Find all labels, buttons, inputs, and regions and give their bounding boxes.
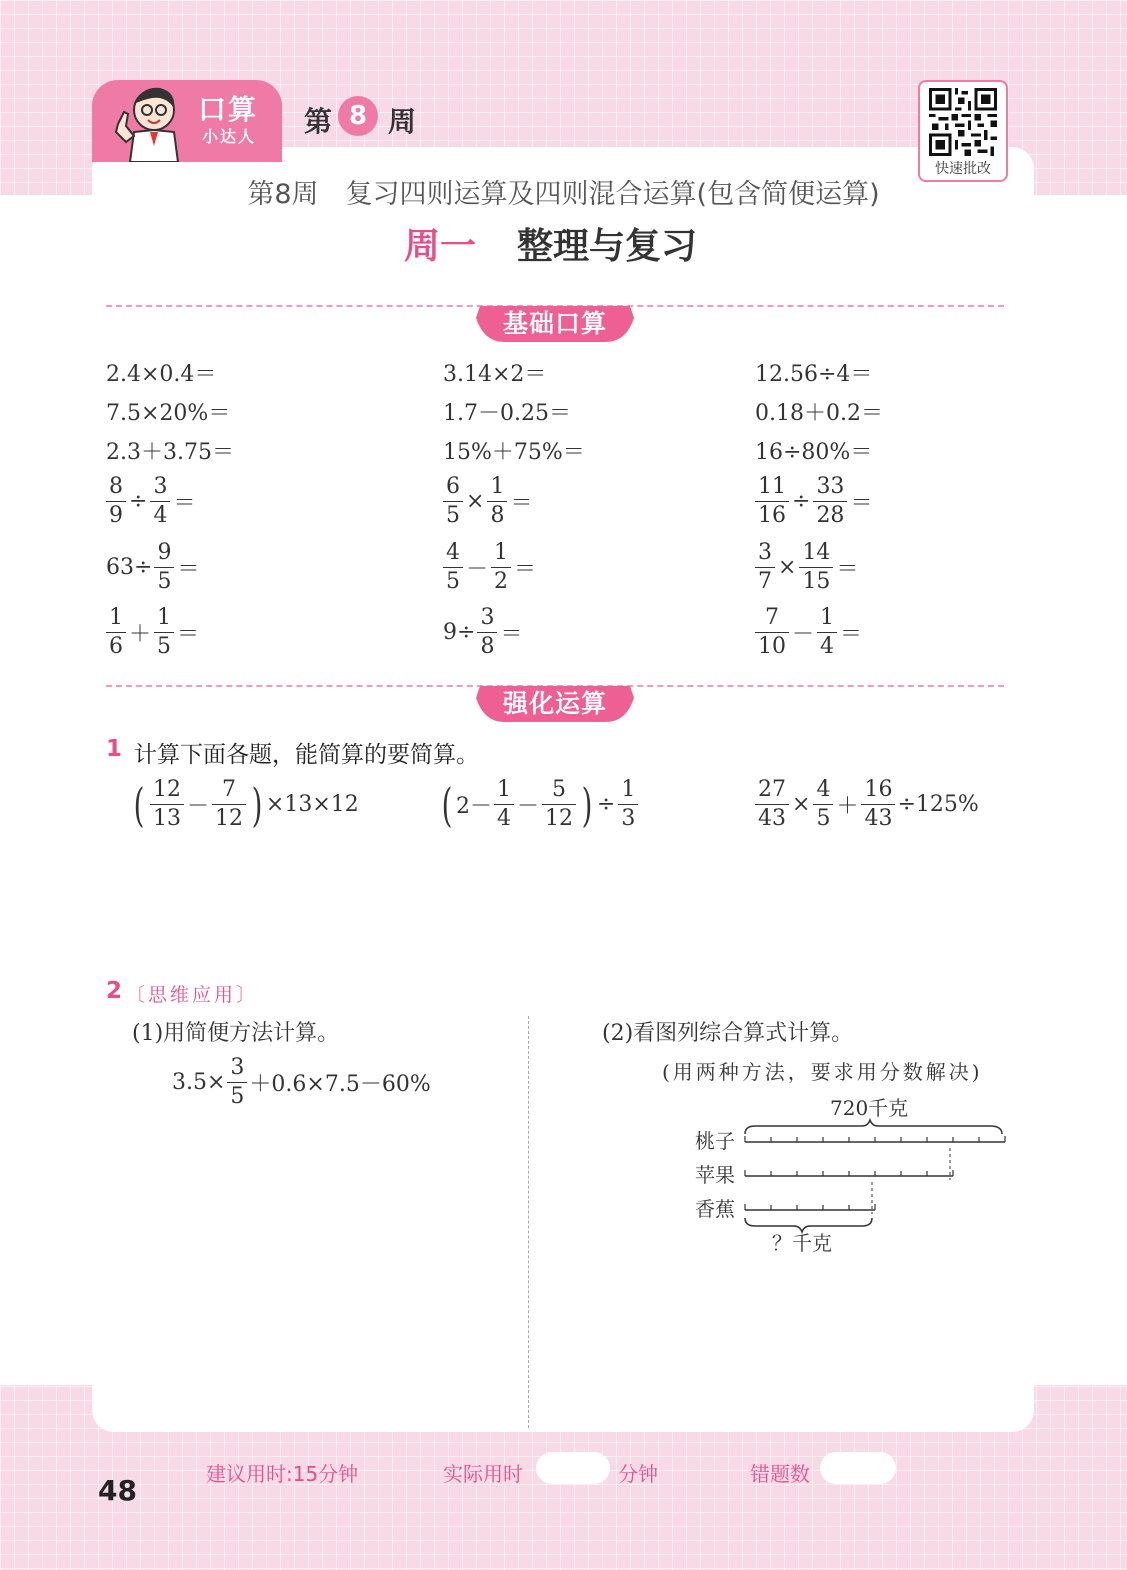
section-title-basic: 基础口算 [502, 309, 607, 338]
fraction: $\frac{3}{4}$ [150, 473, 170, 530]
fraction: $\frac{7}{12}$ [212, 776, 246, 833]
total-weight-label: 720千克 [830, 1096, 909, 1120]
problem-r3c1: 2.3＋3.75＝ [106, 440, 234, 465]
problem-r2c3: 0.18＋0.2＝ [755, 401, 883, 426]
fraction: $\frac{16}{43}$ [861, 776, 895, 833]
expression-1: ( $\frac{12}{13}$ － $\frac{7}{12}$ ) ×13×12 [133, 777, 359, 832]
problem-r4c1: $\frac{8}{9}$ ÷ $\frac{3}{4}$ ＝ [104, 473, 196, 530]
fraction: $\frac{5}{12}$ [542, 776, 576, 833]
problem-r6c2: 9÷ $\frac{3}{8}$ ＝ [443, 605, 523, 659]
week-suffix: 周 [388, 105, 417, 138]
day-title: 周一 [404, 226, 477, 267]
expression-2: ( 2－ $\frac{1}{4}$ － $\frac{5}{12}$ ) ÷ $\frac{1}{3}$ [438, 776, 640, 833]
qr-code-icon[interactable] [929, 88, 997, 156]
brand-subtitle: 小达人 [202, 127, 257, 146]
fraction: $\frac{3}{5}$ [227, 1054, 247, 1111]
topic-title: 整理与复习 [517, 226, 698, 267]
fraction: $\frac{4}{5}$ [443, 539, 463, 596]
problem-r1c2: 3.14×2＝ [443, 362, 547, 387]
problem-r5c1: 63÷ $\frac{9}{5}$ ＝ [106, 540, 200, 594]
week-number-badge: 8 [338, 96, 378, 136]
column-divider [528, 1016, 529, 1428]
apple-label: 苹果 [695, 1163, 735, 1187]
fraction: $\frac{4}{5}$ [813, 776, 833, 833]
part-1-label: (1)用简便方法计算。 [132, 1021, 340, 1046]
line-segment-diagram [690, 1090, 1020, 1270]
section-title-advanced: 强化运算 [502, 689, 607, 718]
section-banner-basic [476, 306, 634, 342]
expression-3: $\frac{27}{43}$ × $\frac{4}{5}$ ＋ $\frac{16}{43}$ ÷125% [753, 776, 979, 833]
segment-bars [745, 1136, 1005, 1210]
banana-label: 香蕉 [695, 1197, 735, 1221]
problem-r4c3: $\frac{11}{16}$ ÷ $\frac{33}{28}$ ＝ [753, 473, 873, 530]
problem-r5c3: $\frac{3}{7}$ × $\frac{14}{15}$ ＝ [753, 539, 859, 596]
question-2-tag: 〔思维应用〕 [126, 984, 259, 1006]
actual-time-input[interactable] [536, 1452, 610, 1484]
fraction: $\frac{1}{3}$ [618, 776, 638, 833]
error-count-label: 错题数 [750, 1462, 810, 1486]
week-heading: 第8周 复习四则运算及四则混合运算(包含简便运算) [247, 179, 880, 210]
problem-r1c1: 2.4×0.4＝ [106, 362, 217, 387]
problem-r3c3: 16÷80%＝ [755, 440, 873, 465]
problem-r4c2: $\frac{6}{5}$ × $\frac{1}{8}$ ＝ [441, 473, 533, 530]
error-count-input[interactable] [820, 1452, 896, 1484]
question-1-text: 计算下面各题，能简算的要简算。 [134, 742, 479, 768]
fraction: $\frac{1}{8}$ [487, 473, 507, 530]
qr-code-panel[interactable] [918, 80, 1008, 182]
part-2-note: (用两种方法，要求用分数解决) [662, 1060, 983, 1084]
week-prefix: 第 [304, 105, 333, 138]
part-2-label: (2)看图列综合算式计算。 [602, 1021, 854, 1046]
top-brace [745, 1120, 1002, 1134]
problem-r2c2: 1.7－0.25＝ [443, 401, 571, 426]
fraction: $\frac{6}{5}$ [443, 473, 463, 530]
fraction: $\frac{9}{5}$ [154, 539, 174, 596]
mascot-icon [104, 82, 190, 162]
problem-r6c3: $\frac{7}{10}$ － $\frac{1}{4}$ ＝ [753, 604, 863, 661]
fraction: $\frac{11}{16}$ [755, 473, 789, 530]
fraction: $\frac{33}{28}$ [813, 473, 847, 530]
fraction: $\frac{1}{4}$ [817, 604, 837, 661]
fraction: $\frac{7}{10}$ [755, 604, 789, 661]
section-banner-advanced [476, 686, 634, 722]
fraction: $\frac{1}{2}$ [491, 539, 511, 596]
fraction: $\frac{8}{9}$ [106, 473, 126, 530]
page-number: 48 [98, 1474, 137, 1507]
part-1-expression: 3.5× $\frac{3}{5}$ ＋0.6×7.5－60% [172, 1055, 431, 1109]
unknown-weight-label: ？千克 [772, 1231, 832, 1255]
brand-title: 口算 [198, 93, 259, 126]
suggested-time: 建议用时:15分钟 [206, 1462, 359, 1486]
question-number-2: 2 [106, 978, 123, 1004]
fraction: $\frac{1}{4}$ [494, 776, 514, 833]
peach-label: 桃子 [695, 1129, 735, 1153]
qr-label: 快速批改 [935, 161, 991, 177]
fraction: $\frac{14}{15}$ [799, 539, 833, 596]
minutes-label: 分钟 [618, 1462, 658, 1486]
problem-r2c1: 7.5×20%＝ [106, 401, 231, 426]
fraction: $\frac{3}{7}$ [755, 539, 775, 596]
problem-r3c2: 15%＋75%＝ [443, 440, 585, 465]
fraction: $\frac{3}{8}$ [477, 604, 497, 661]
actual-time-label: 实际用时 [443, 1462, 523, 1486]
problem-r5c2: $\frac{4}{5}$ － $\frac{1}{2}$ ＝ [441, 539, 537, 596]
fraction: $\frac{27}{43}$ [755, 776, 789, 833]
bottom-brace [745, 1218, 872, 1232]
problem-r1c3: 12.56÷4＝ [755, 362, 873, 387]
question-number-1: 1 [106, 736, 123, 762]
fraction: $\frac{1}{5}$ [154, 604, 174, 661]
fraction: $\frac{1}{6}$ [106, 604, 126, 661]
fraction: $\frac{12}{13}$ [150, 776, 184, 833]
problem-r6c1: $\frac{1}{6}$ ＋ $\frac{1}{5}$ ＝ [104, 604, 200, 661]
